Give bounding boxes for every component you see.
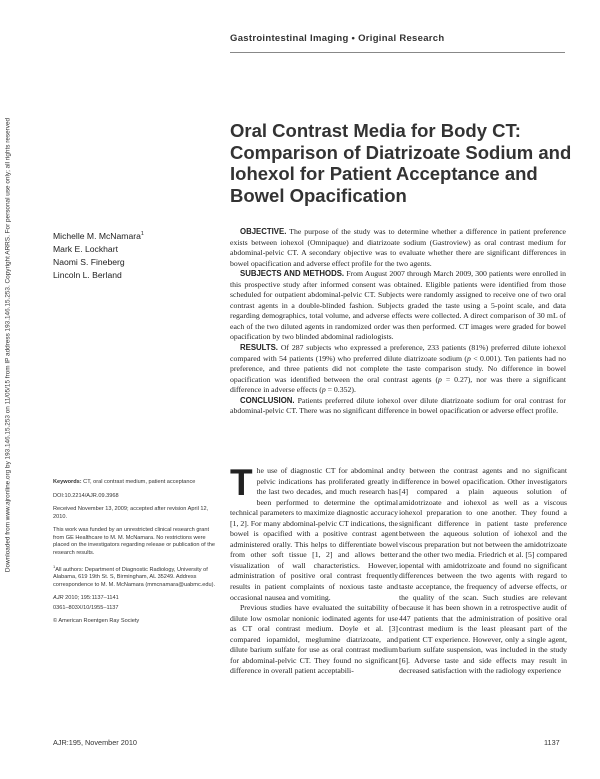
drop-cap: T xyxy=(230,462,253,503)
author-list xyxy=(53,228,144,282)
citation: AJR 2010; 195:1137–1141 xyxy=(53,595,119,602)
affiliation-note: $^1$All authors: Department of Diagnostic Radiology, University of Alabama, 619 19th St. S, Birmingham, AL 35249. Address correspondence to M. M. McNamara (mmcnamara@uabmc.edu). xyxy=(53,564,216,588)
body-paragraph: ty between the contrast agents and no significant difference in bowel opacification. Other investigators [4] compared a plain aqueous solution of amidotrizoate and iohexol as well as a viscous iohexol preparation to one another. They found a significant difference in patient taste preference between the aqueous solution of iohexol and the viscous preparation but not between the amidotrizoate and the other two media. Friedrich et al. [5] compared iopental with amidotrizoate and found no significant differences between the two agents with regard to taste acceptance, the frequency of adverse effects, or the quality of the scan. Such studies are relevant because it has been shown in a retrospective audit of 447 patients that the administration of positive oral contrast medium is the least pleasant part of the patient CT experience. However, only a single agent, barium sulfate suspension, was included in the study [6]. Adverse taste and side effects may result in decreased satisfaction with the radiology experience xyxy=(399,466,567,676)
header-rule xyxy=(230,52,565,53)
copyright: © American Roentgen Ray Society xyxy=(53,618,140,625)
section-header: Gastrointestinal Imaging • Original Research xyxy=(230,33,445,44)
download-notice-text: Downloaded from www.ajronline.org by 193.146.15.253 on 11/05/15 from IP address 193.146.15.253. Copyright ARRS. For personal use only; all rights reserved xyxy=(4,117,12,573)
download-notice xyxy=(2,117,14,573)
received-dates: Received November 13, 2009; accepted after revision April 12, 2010. xyxy=(53,506,209,520)
abstract xyxy=(230,227,566,417)
abstract-objective: OBJECTIVE. The purpose of the study was to determine whether a difference in patient preference exists between iohexol (Omnipaque) and diatrizoate sodium (Gastroview) as oral contrast medium for abdominal-pelvic CT. A secondary objective was to evaluate whether there are significant differences in bowel opacification and adverse effect profile for the two agents. xyxy=(230,227,566,268)
funding-note: This work was funded by an unrestricted clinical research grant from GE Healthcare to M. M. McNamara. No restrictions were placed on the investigators regarding release or publication of the research results. xyxy=(53,527,216,556)
body-column-2 xyxy=(399,466,567,677)
abstract-methods: SUBJECTS AND METHODS. From August 2007 through March 2009, 300 patients were enrolled in this prospective study after informed consent was obtained. Eligible patients were identified from those scheduled for outpatient abdominal-pelvic CT. Subjects were randomly assigned to receive one of two oral contrast agents in a double-blinded fashion. Subjects graded the taste using a 5-point scale, and data regarding demographics, total volume, and adverse effects were collected. A direct comparison of 30 mL of each of the two diluted agents in randomized order was then performed. CT images were graded for bowel opacification by two blinded abdominal radiologists. xyxy=(230,269,566,342)
body-paragraph: The use of diagnostic CT for abdominal and pelvic indications has proliferated greatly in the last two decades, and much research has been performed to determine the optimal technical parameters to maximize diagnostic accuracy [1, 2]. For many abdominal-pelvic CT indications, the bowel is opacified with a positive contrast agent administered orally. This helps to differentiate bowel from other soft tissue [1, 2] and allows better visualization of wall characteristics. However, administration of positive oral contrast frequently results in patient complaints of noxious taste and occasional nausea and vomiting. xyxy=(230,462,398,602)
keywords: Keywords: CT, oral contrast medium, patient acceptance xyxy=(53,479,196,485)
doi: DOI:10.2214/AJR.09.3968 xyxy=(53,492,119,499)
author-name: Naomi S. Fineberg xyxy=(53,256,125,267)
article-info xyxy=(53,479,219,632)
author-name: Mark E. Lockhart xyxy=(53,243,118,254)
abstract-results: RESULTS. Of 287 subjects who expressed a preference, 233 patients (81%) preferred dilute iohexol compared with 54 patients (19%) who preferred dilute diatrizoate sodium (p < 0.001). Ten patients had no preference, and three patients did not complete the taste comparison study. No difference in bowel opacification was identified between the oral contrast agents (p = 0.27), nor was there a significant difference in adverse effects (p = 0.352). xyxy=(230,343,567,395)
abstract-conclusion: CONCLUSION. Patients preferred dilute iohexol over dilute diatrizoate sodium for oral contrast for abdominal-pelvic CT. There was no significant difference in bowel opacification or adverse effect profile. xyxy=(230,395,566,416)
author-name: Lincoln L. Berland xyxy=(53,269,122,280)
issn: 0361–803X/10/1955–1137 xyxy=(53,604,119,611)
body-paragraph: Previous studies have evaluated the suitability of dilute low osmolar nonionic iodinated agents for use as CT oral contrast medium. Doyle et al. [3] compared iopamidol, meglumine diatrizoate, and dilute barium sulfate for use as oral contrast medium for abdominal-pelvic CT. They found no significant difference in overall patient acceptabili- xyxy=(230,603,398,676)
author-name: Michelle M. McNamara$^1$ xyxy=(53,230,144,241)
body-column-1 xyxy=(230,462,398,677)
footer-journal: AJR:195, November 2010 xyxy=(53,738,137,747)
article-title: Oral Contrast Media for Body CT: Comparison of Diatrizoate Sodium and Iohexol for Patient Acceptance and Bowel Opacification xyxy=(230,120,572,206)
page-number: 1137 xyxy=(544,738,560,747)
